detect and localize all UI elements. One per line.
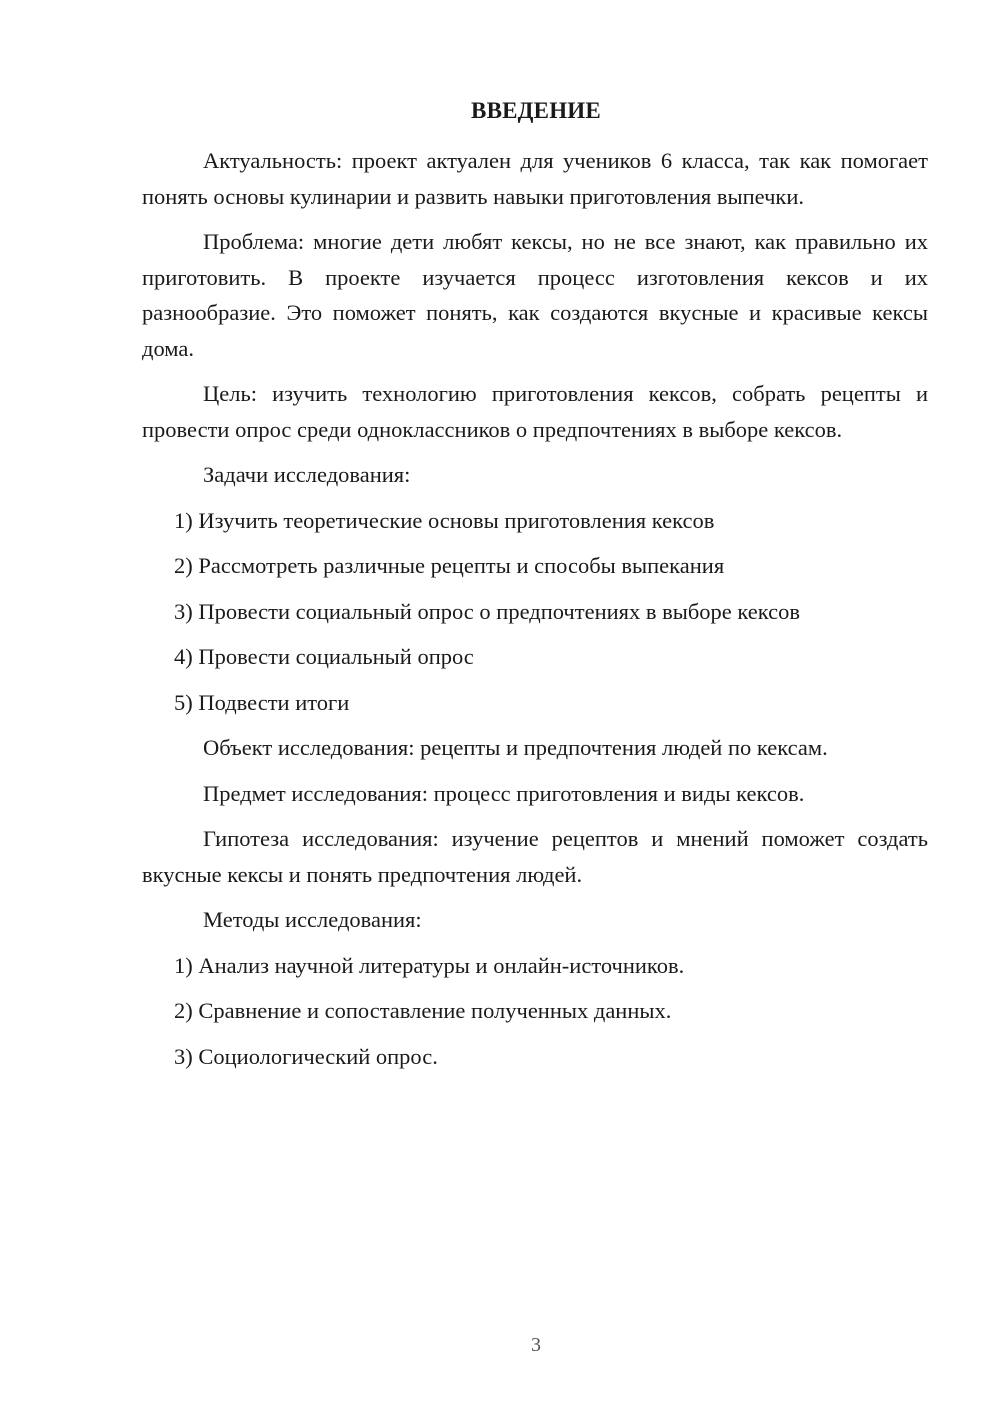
page-title: ВВЕДЕНИЕ (471, 98, 601, 123)
hypothesis-paragraph: Гипотеза исследования: изучение рецептов и мнений поможет создать вкусные кексы и понять предпочтения людей. (142, 826, 928, 887)
subject-paragraph: Предмет исследования: процесс приготовления и виды кексов. (203, 780, 805, 806)
methods-list (142, 948, 928, 1075)
list-item: 1) Изучить теоретические основы приготовления кексов (174, 507, 715, 533)
list-item: 3) Провести социальный опрос о предпочтениях в выборе кексов (174, 598, 801, 624)
list-item: 5) Подвести итоги (174, 689, 350, 715)
list-item: 2) Рассмотреть различные рецепты и способы выпекания (174, 553, 725, 578)
list-item: 2) Сравнение и сопоставление полученных данных. (174, 998, 672, 1023)
goal-paragraph: Цель: изучить технологию приготовления кексов, собрать рецепты и провести опрос среди одноклассников о предпочтениях в выборе кексов. (142, 381, 928, 442)
list-item: 3) Социологический опрос. (174, 1043, 438, 1069)
tasks-heading: Задачи исследования: (203, 462, 411, 487)
list-item: 1) Анализ научной литературы и онлайн-источников. (174, 952, 685, 978)
list-item: 4) Провести социальный опрос (174, 644, 474, 669)
page-number: 3 (531, 1334, 541, 1356)
document-body (142, 143, 928, 1084)
methods-heading: Методы исследования: (203, 907, 422, 932)
tasks-list (142, 503, 928, 721)
object-paragraph: Объект исследования: рецепты и предпочтения людей по кексам. (203, 735, 828, 760)
problem-paragraph: Проблема: многие дети любят кексы, но не все знают, как правильно их приготовить. В проекте изучается процесс изготовления кексов и их разнообразие. Это поможет понять, как создаются вкусные и красивые кексы дома. (142, 229, 928, 361)
relevance-paragraph: Актуальность: проект актуален для учеников 6 класса, так как помогает понять основы кулинарии и развить навыки приготовления выпечки. (142, 148, 928, 209)
